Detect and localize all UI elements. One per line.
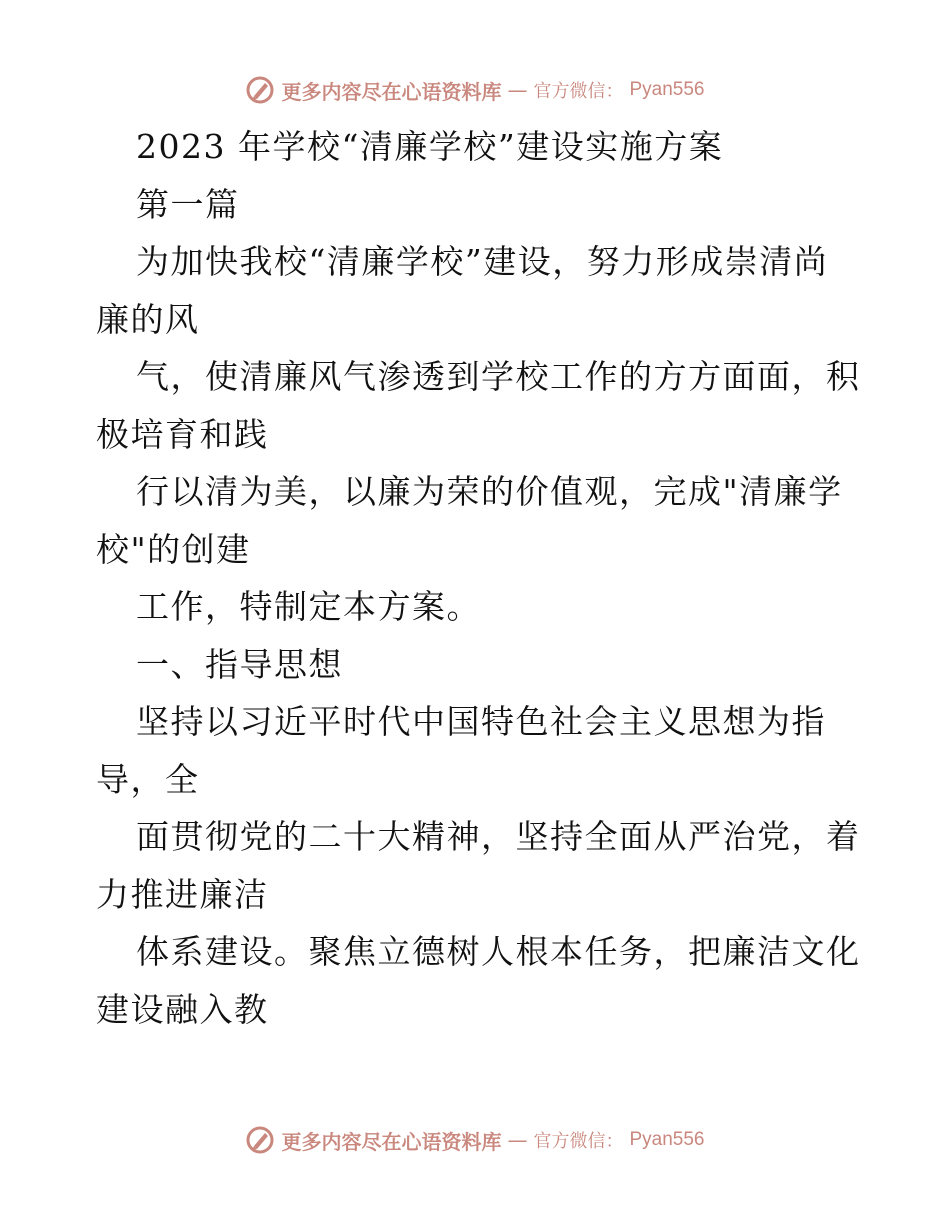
watermark-text: 更多内容尽在心语资料库 (281, 1129, 502, 1154)
watermark-dash: — (507, 78, 528, 102)
paragraph-line: 极培育和践 (96, 414, 269, 454)
paragraph-line: 坚持以习近平时代中国特色社会主义思想为指 (136, 702, 826, 741)
watermark-header (0, 70, 950, 110)
paragraph-line: 导，全 (96, 759, 200, 799)
watermark-wechat-id: Pyan556 (629, 79, 705, 100)
pen-logo-icon (245, 1125, 275, 1155)
paragraph-line: 建设融入教 (96, 989, 269, 1029)
watermark-wechat-id: Pyan556 (629, 1129, 705, 1150)
paragraph-line: 工作，特制定本方案。 (136, 587, 481, 626)
pen-logo-icon (245, 75, 275, 105)
paragraph-line: 力推进廉洁 (96, 874, 269, 914)
section-heading: 一、指导思想 (136, 644, 343, 684)
watermark-wechat-label: 官方微信： (533, 1131, 624, 1152)
watermark-wechat-label: 官方微信： (533, 81, 624, 102)
watermark-text: 更多内容尽在心语资料库 (281, 79, 502, 104)
watermark-footer (0, 1120, 950, 1160)
paragraph-line: 面贯彻党的二十大精神，坚持全面从严治党，着 (136, 817, 861, 856)
paragraph-line: 为加快我校“清廉学校”建设，努力形成崇清尚 (136, 242, 829, 281)
section-heading: 第一篇 (136, 184, 240, 224)
document-title: 2023 年学校“清廉学校”建设实施方案 (136, 127, 724, 166)
paragraph-line: 行以清为美，以廉为荣的价值观，完成"清廉学 (136, 472, 843, 511)
watermark-dash: — (507, 1128, 528, 1152)
document-body (96, 118, 866, 1038)
paragraph-line: 体系建设。聚焦立德树人根本任务，把廉洁文化 (136, 932, 861, 971)
paragraph-line: 校"的创建 (96, 529, 251, 569)
paragraph-line: 廉的风 (96, 299, 200, 339)
paragraph-line: 气，使清廉风气渗透到学校工作的方方面面，积 (136, 357, 861, 396)
